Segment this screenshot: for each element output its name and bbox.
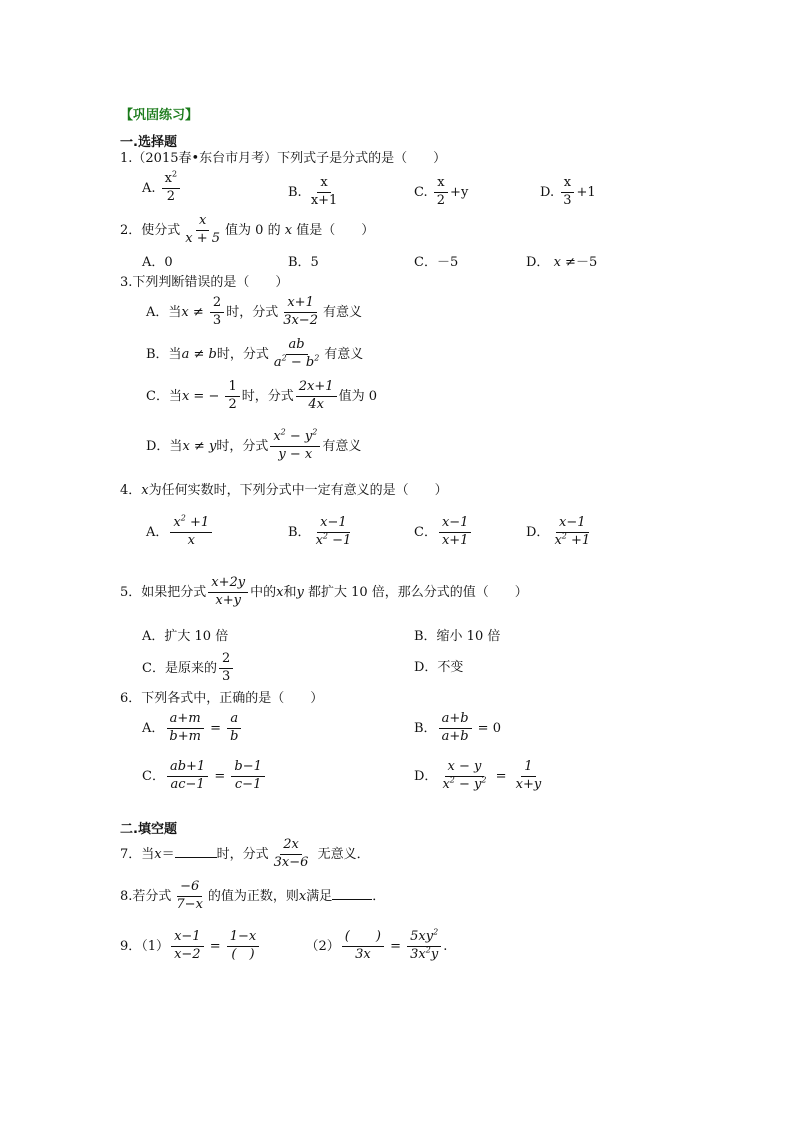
fraction: $\frac{x-1}{x^2 -1}$ [315, 515, 352, 548]
fraction: $\frac{x-1}{x-2}$ [171, 930, 204, 963]
fraction: $\frac{x^2 - y^2}{y - x}$ [270, 430, 320, 463]
fraction: $\frac{1}{2}$ [225, 380, 239, 413]
q5-option-a: A．扩大 10 倍 [142, 629, 229, 644]
q2-option-a: A．0 [142, 255, 173, 270]
q2-option-b: B．5 [288, 255, 319, 270]
section-header: 【巩固练习】 [120, 108, 199, 123]
q3-option-a: A．当x ≠ $\frac{2}{3}$ 时，分式 $\frac{x+1}{3x-2}$ 有意义 [146, 295, 362, 328]
fraction: $\frac{x-1}{x+1}$ [439, 516, 472, 549]
fraction: $\frac{x^2 +1}{x}$ [170, 516, 212, 549]
q3-option-d: D．当x ≠ y时，分式 $\frac{x^2 - y^2}{y - x}$ 有意义 [146, 427, 362, 462]
question-8: 8.若分式 $\frac{-6}{7-x}$ 的值为正数，则x满足 ． [120, 879, 386, 912]
fraction: $\frac{( )}{3x}$ [342, 930, 384, 963]
question-6-stem: 6．下列各式中，正确的是（ ） [120, 691, 324, 706]
fraction: $\frac{x}{x + 5}$ [185, 213, 221, 246]
fraction: $\frac{1}{x+y}$ [515, 759, 542, 792]
fraction: $\frac{-6}{7-x}$ [176, 879, 203, 912]
fraction: $\frac{1-x}{( )}$ [227, 930, 260, 963]
q6-option-b: B． $\frac{a+b}{a+b}$ = 0 [414, 711, 501, 744]
q6-option-d: D． $\frac{x - y}{x^2 - y^2}$ = $\frac{1}{x+y}$ [414, 760, 546, 793]
q4-option-d: D． $\frac{x-1}{x^2 +1}$ [526, 516, 595, 549]
q4-option-b: B． $\frac{x-1}{x^2 -1}$ [288, 516, 356, 549]
q6-option-a: A． $\frac{a+m}{b+m}$ = $\frac{a}{b}$ [142, 712, 243, 745]
q1-option-a: A. $\frac{x^2}{2}$ [142, 172, 182, 205]
question-3-stem: 3.下列判断错误的是（ ） [120, 275, 289, 290]
q2-option-d: D． x ≠－5 [526, 255, 598, 270]
fraction: $\frac{x-1}{x^2 +1}$ [554, 515, 591, 548]
fraction: $\frac{a+b}{a+b}$ [439, 712, 472, 745]
q5-option-d: D．不变 [414, 660, 464, 675]
question-4-stem: 4．x为任何实数时，下列分式中一定有意义的是（ ） [120, 483, 448, 498]
q4-option-c: C． $\frac{x-1}{x+1}$ [414, 516, 473, 549]
fraction: $\frac{a}{b}$ [227, 712, 241, 745]
section-choice-title: 一.选择题 [120, 135, 177, 150]
q5-option-b: B．缩小 10 倍 [414, 629, 501, 644]
fraction: $\frac{ab}{a^2 - b^2}$ [273, 337, 320, 370]
q2-option-c: C．－5 [414, 255, 459, 270]
question-1-stem: 1.（2015春•东台市月考）下列式子是分式的是（ ） [120, 151, 447, 166]
fraction: $\frac{x}{2}$ [434, 176, 448, 209]
fraction: $\frac{x}{3}$ [560, 176, 574, 209]
q3-option-c: C．当x = − $\frac{1}{2}$ 时，分式 $\frac{2x+1}{4x}$ 值为 0 [146, 379, 377, 412]
fraction: $\frac{5xy^2}{3x^2y}$ [407, 930, 441, 963]
q1-option-b: B. $\frac{x}{x+1}$ [288, 176, 342, 209]
fraction: $\frac{2}{3}$ [219, 652, 233, 685]
fraction: $\frac{x^2}{2}$ [162, 172, 180, 205]
fraction: $\frac{a+m}{b+m}$ [166, 712, 204, 745]
fraction: $\frac{x - y}{x^2 - y^2}$ [442, 759, 487, 792]
question-2-stem: 2．使分式 $\frac{x}{x + 5}$ 值为 0 的 x 值是（ ） [120, 213, 375, 246]
fraction: $\frac{2x+1}{4x}$ [296, 380, 337, 413]
section-fill-title: 二.填空题 [120, 822, 177, 837]
q1-option-d: D. $\frac{x}{3}$ +1 [540, 175, 596, 208]
answer-blank[interactable] [332, 899, 372, 900]
fraction: $\frac{2}{3}$ [210, 296, 224, 329]
fraction: $\frac{x}{x+1}$ [310, 175, 338, 208]
q1-option-c: C. $\frac{x}{2}$ +y [414, 175, 469, 208]
q4-option-a: A． $\frac{x^2 +1}{x}$ [146, 516, 214, 549]
question-9: 9．（1） $\frac{x-1}{x-2}$ = $\frac{1-x}{( )}$ （2） $\frac{( )}{3x}$ = $\frac{5xy^2}{3x^2y}$ . [120, 927, 448, 962]
answer-blank[interactable] [175, 857, 217, 858]
fraction: $\frac{ab+1}{ac-1}$ [167, 760, 208, 793]
fraction: $\frac{x+1}{3x-2}$ [283, 295, 318, 328]
q3-option-b: B．当a ≠ b时，分式 $\frac{ab}{a^2 - b^2}$ 有意义 [146, 337, 364, 370]
question-7: 7．当x＝ 时，分式 $\frac{2x}{3x-6}$ 无意义． [120, 837, 370, 870]
q5-option-c: C．是原来的 $\frac{2}{3}$ [142, 652, 235, 685]
fraction: $\frac{x+2y}{x+y}$ [208, 576, 248, 609]
question-5-stem: 5．如果把分式 $\frac{x+2y}{x+y}$ 中的x和y 都扩大 10 倍，那么分式的值（ ） [120, 575, 528, 608]
fraction: $\frac{2x}{3x-6}$ [273, 837, 309, 870]
q6-option-c: C． $\frac{ab+1}{ac-1}$ = $\frac{b-1}{c-1}$ [142, 760, 267, 793]
fraction: $\frac{b-1}{c-1}$ [231, 760, 265, 793]
